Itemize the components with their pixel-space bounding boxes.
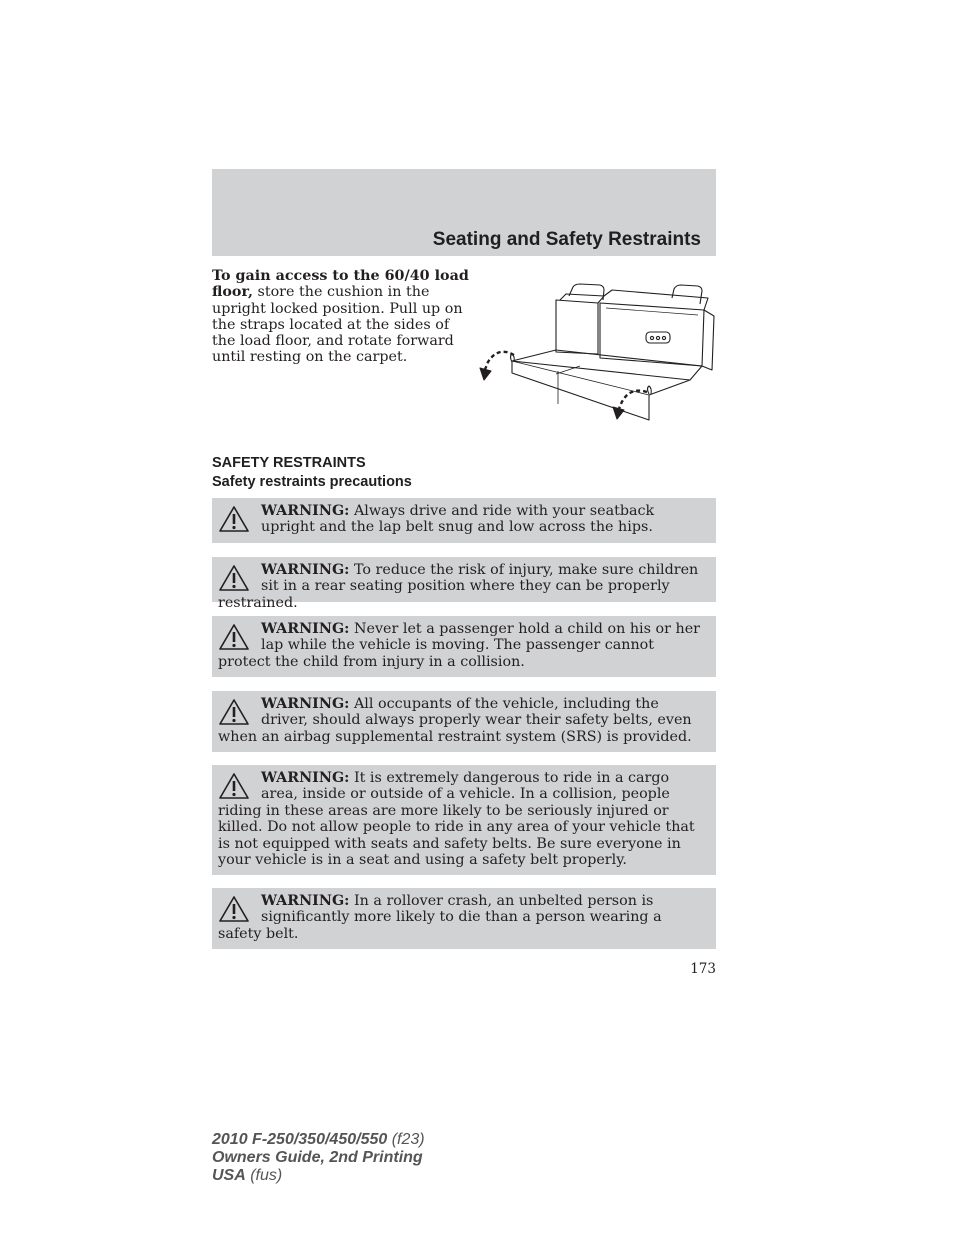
warning-triangle-icon <box>218 772 250 800</box>
intro-bold-lead: To gain access to the 60/40 load floor, <box>212 268 469 301</box>
warning-label: WARNING: <box>261 893 350 909</box>
section-title: Seating and Safety Restraints <box>432 229 701 250</box>
warning-text: Always drive and ride with your seatback upright and the lap belt snug and low across the hips. <box>261 503 655 536</box>
document-footer <box>212 1131 425 1185</box>
warning-triangle-icon <box>218 505 250 533</box>
warning-triangle-icon <box>218 895 250 923</box>
warning-label: WARNING: <box>261 696 350 712</box>
warning-label: WARNING: <box>261 621 350 637</box>
footer-line-edition: Owners Guide, 2nd Printing <box>212 1149 423 1166</box>
warning-box <box>212 888 716 949</box>
warning-text: In a rollover crash, an unbelted person is significantly more likely to die than a person wearing a safety belt. <box>218 893 662 942</box>
warning-triangle-icon <box>218 623 250 651</box>
section-header <box>212 169 716 256</box>
intro-paragraph <box>212 268 474 366</box>
warning-label: WARNING: <box>261 503 350 519</box>
warning-box <box>212 765 716 875</box>
intro-text: store the cushion in the upright locked position. Pull up on the straps located at the sides of the load floor, and rotate forward until resting on the carpet. <box>212 284 463 366</box>
warning-box <box>212 691 716 752</box>
warning-triangle-icon <box>218 564 250 592</box>
warning-box <box>212 616 716 677</box>
warning-box <box>212 557 716 611</box>
warning-text: Never let a passenger hold a child on his or her lap while the vehicle is moving. The passenger cannot protect the child from injury in a collision. <box>218 621 700 670</box>
warning-text: All occupants of the vehicle, including the driver, should always properly wear their safety belts, even when an airbag supplemental restraint system (SRS) is provided. <box>218 696 692 745</box>
warning-text: It is extremely dangerous to ride in a cargo area, inside or outside of a vehicle. In a collision, people riding in these areas are more likely to be seriously injured or killed. Do not allow people to ride in any area of your vehicle that is not equipped with seats and safety belts. Be sure everyone in your vehicle is in a seat and using a safety belt properly. <box>218 770 695 869</box>
footer-line-model: 2010 F-250/350/450/550 (f23) <box>212 1131 425 1148</box>
warning-text: To reduce the risk of injury, make sure children sit in a rear seating position where they can be properly restrained. <box>218 562 699 611</box>
page-number: 173 <box>690 961 716 977</box>
warning-triangle-icon <box>218 698 250 726</box>
safety-restraints-heading: SAFETY RESTRAINTS <box>212 455 366 471</box>
rear-seat-load-floor-illustration <box>476 270 721 432</box>
footer-line-market: USA (fus) <box>212 1167 283 1184</box>
precautions-subheading: Safety restraints precautions <box>212 474 412 490</box>
warning-label: WARNING: <box>261 562 350 578</box>
warning-label: WARNING: <box>261 770 350 786</box>
warning-box <box>212 498 716 543</box>
